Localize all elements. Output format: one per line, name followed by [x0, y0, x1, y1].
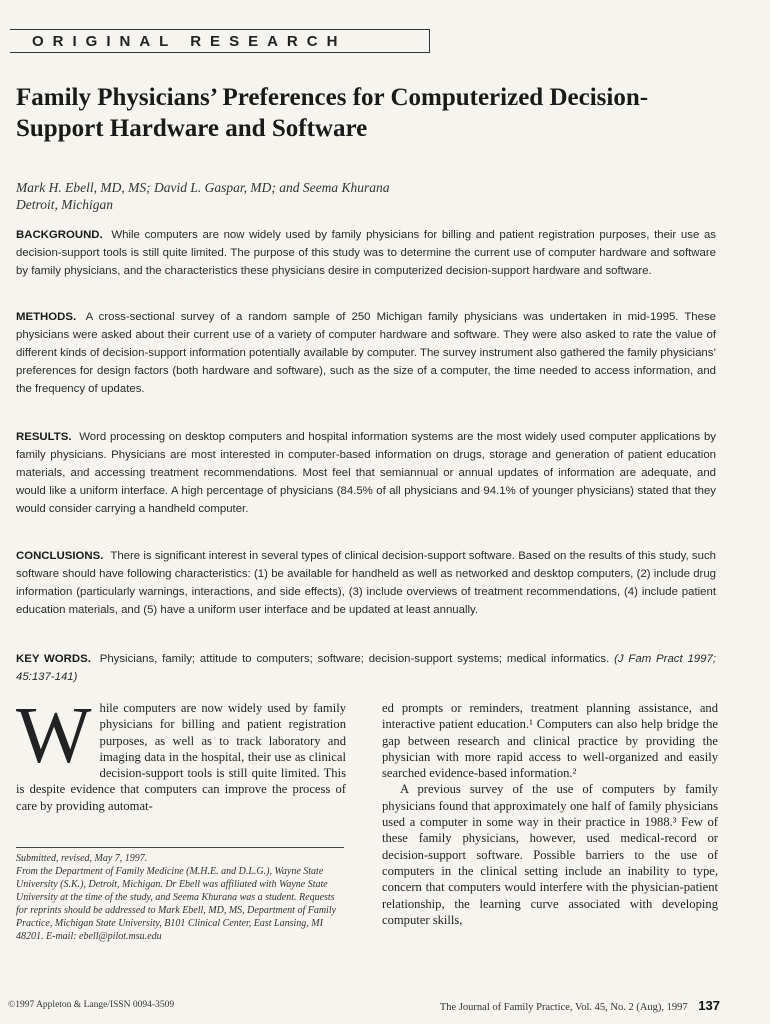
author-names: Mark H. Ebell, MD, MS; David L. Gaspar, MD; and Seema Khurana — [16, 180, 390, 195]
abstract-methods-heading: METHODS. — [16, 311, 77, 323]
journal-footer — [376, 998, 720, 1013]
keywords-heading: KEY WORDS. — [16, 653, 91, 665]
body-paragraph: A previous survey of the use of computers by family physicians found that approximately one half of family physicians used a computer in some way in their practice in 1988.³ Few of these family physicians, however, used medical-record or decision-support software. Possible barriers to the use of computers in the clinical setting include an inability to type, concern that computers would interfere with the physician-patient relationship, the learning curve associated with developing computer skills, — [382, 782, 718, 927]
copyright-line: ©1997 Appleton & Lange/ISSN 0094-3509 — [8, 1000, 175, 1010]
journal-citation: The Journal of Family Practice, Vol. 45, No. 2 (Aug), 1997 — [439, 1002, 688, 1013]
citation: (J Fam Pract 1997; 45:137-141) — [16, 653, 716, 683]
abstract-results-text: Word processing on desktop computers and hospital information systems are the most widely used computer applications by family physicians. Physicians are most interested in computer-based information on drugs, storage and generation of patient education materials, and accessing treatment recommendations. Most feel that semiannual or annual updates of information are adequate, and would like a uniform interface. A high percentage of physicians (84.5% of all physicians and 94.1% of younger physicians) stated that they would consider carrying a handheld computer. — [16, 431, 716, 515]
section-label: ORIGINAL RESEARCH — [32, 32, 347, 50]
drop-cap: W — [16, 692, 92, 780]
footnote-divider — [16, 847, 344, 848]
abstract-background — [16, 226, 716, 280]
abstract-conclusions-heading: CONCLUSIONS. — [16, 550, 104, 562]
keywords-text: Physicians, family; attitude to computers; software; decision-support systems; medical informatics. — [99, 653, 610, 665]
body-paragraph: ed prompts or reminders, treatment planning assistance, and interactive patient education.¹ Computers can also help bridge the gap between research and clinical practice by providing the physician with more rapid access to well-organized and easily searched evidence-based information.² — [382, 701, 718, 781]
abstract-conclusions — [16, 547, 716, 619]
footnote-block — [16, 852, 346, 943]
footnote-submitted: Submitted, revised, May 7, 1997. — [16, 853, 148, 864]
article-title: Family Physicians’ Preferences for Computerized Decision-Support Hardware and Software — [16, 84, 649, 142]
body-column-right — [382, 700, 718, 928]
footnote-affiliations: From the Department of Family Medicine (M.H.E. and D.L.G.), Wayne State University (S.K.), Detroit, Michigan. Dr Ebell was affiliated with Wayne State University at the time of the study, and Seema Khurana was a student. Requests for reprints should be addressed to Mark Ebell, MD, MS, Department of Family Practice, Michigan State University, B101 Clinical Center, East Lansing, MI 48201. E-mail: ebell@pilot.msu.edu — [16, 866, 337, 942]
abstract-results — [16, 428, 716, 518]
abstract-methods — [16, 308, 716, 398]
abstract-keywords — [16, 650, 716, 686]
section-banner — [10, 29, 430, 53]
author-location: Detroit, Michigan — [16, 197, 113, 212]
author-block — [16, 179, 716, 213]
abstract-background-heading: BACKGROUND. — [16, 229, 103, 241]
abstract-methods-text: A cross-sectional survey of a random sample of 250 Michigan family physicians was undertaken in mid-1995. These physicians were asked about their current use of a variety of computer hardware and software. They were also asked to rate the value of different kinds of decision-support information potentially available by computer. The survey instrument also gathered the family physicians’ preferences for design factors (both hardware and software), such as the size of a computer, the time needed to access information, and the frequency of updates. — [16, 311, 716, 395]
body-column-left — [16, 692, 346, 814]
page-number: 137 — [698, 998, 720, 1013]
abstract-conclusions-text: There is significant interest in several types of clinical decision-support software. Based on the results of this study, such software should have following characteristics: (1) be available for handheld as well as networked and desktop computers, (2) include drug information (particularly warnings, interactions, and side effects), (3) include overviews of treatment recommendations, (4) include patient education materials, and (5) have a uniform user interface and be updated at least annually. — [16, 550, 716, 616]
abstract-results-heading: RESULTS. — [16, 431, 72, 443]
abstract-background-text: While computers are now widely used by family physicians for billing and patient registration purposes, their use as decision-support tools is still quite limited. The purpose of this study was to determine the current use of computer hardware and software by family physicians, and the characteristics these physicians desire in computerized decision-support hardware and software. — [16, 229, 716, 277]
body-text-left: hile computers are now widely used by family physicians for billing and patient registration purposes, as well as to track laboratory and imaging data in the hospital, their use as clinical decision-support tools is still quite limited. This is despite evidence that computers can improve the process of care by providing automat- — [16, 701, 346, 813]
